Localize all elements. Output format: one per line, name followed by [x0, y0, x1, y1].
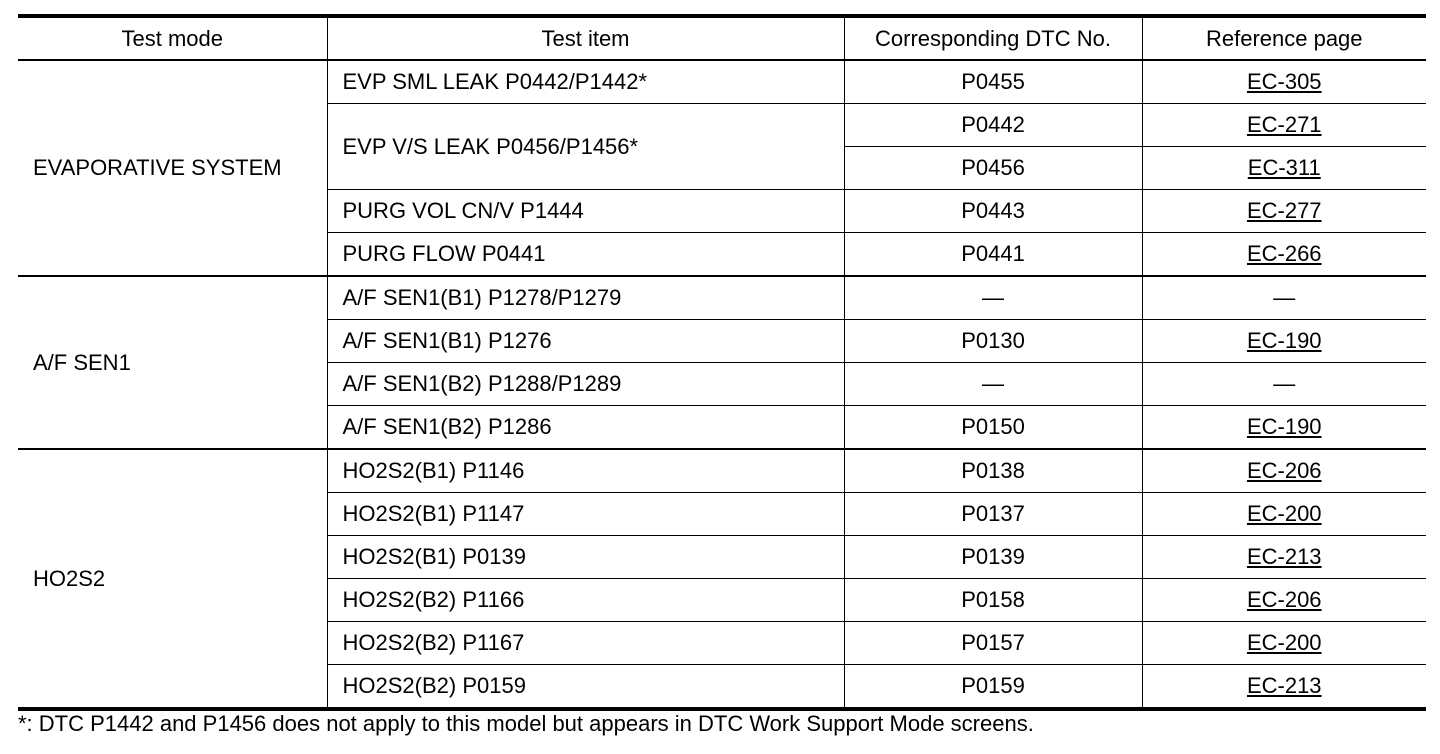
dtc-cell: P0150	[844, 406, 1142, 450]
reference-cell	[1142, 665, 1426, 710]
footnote: *: DTC P1442 and P1456 does not apply to this model but appears in DTC Work Support Mode screens.	[18, 711, 1034, 736]
dtc-cell: P0158	[844, 579, 1142, 622]
dtc-cell: P0455	[844, 60, 1142, 104]
table-row	[18, 60, 1426, 104]
reference-cell: —	[1142, 363, 1426, 406]
dtc-cell: P0443	[844, 190, 1142, 233]
header-test-item: Test item	[327, 16, 844, 60]
reference-cell	[1142, 190, 1426, 233]
test-item-cell: PURG VOL CN/V P1444	[327, 190, 844, 233]
reference-cell	[1142, 536, 1426, 579]
header-row	[18, 16, 1426, 60]
reference-link[interactable]: EC-200	[1246, 630, 1322, 655]
reference-link[interactable]: EC-311	[1247, 155, 1321, 180]
test-item-cell: HO2S2(B2) P1166	[327, 579, 844, 622]
test-item-cell: A/F SEN1(B2) P1286	[327, 406, 844, 450]
test-item-cell: PURG FLOW P0441	[327, 233, 844, 277]
reference-cell	[1142, 320, 1426, 363]
reference-link[interactable]: EC-271	[1246, 112, 1322, 137]
reference-link[interactable]: EC-277	[1246, 198, 1322, 223]
reference-cell	[1142, 60, 1426, 104]
test-item-cell: A/F SEN1(B1) P1278/P1279	[327, 276, 844, 320]
reference-link[interactable]: EC-206	[1246, 458, 1322, 483]
reference-link[interactable]: EC-190	[1246, 414, 1322, 439]
header-test-mode: Test mode	[18, 16, 327, 60]
dtc-cell: P0442	[844, 104, 1142, 147]
test-item-cell: EVP SML LEAK P0442/P1442*	[327, 60, 844, 104]
reference-cell	[1142, 493, 1426, 536]
reference-cell	[1142, 233, 1426, 277]
test-mode-cell: A/F SEN1	[18, 276, 327, 449]
reference-cell	[1142, 104, 1426, 147]
reference-cell	[1142, 622, 1426, 665]
reference-cell	[1142, 406, 1426, 450]
reference-link[interactable]: EC-213	[1246, 544, 1322, 569]
dtc-cell: P0138	[844, 449, 1142, 493]
table-row	[18, 449, 1426, 493]
reference-link[interactable]: EC-190	[1246, 328, 1322, 353]
dtc-cell: P0157	[844, 622, 1142, 665]
test-item-cell: A/F SEN1(B2) P1288/P1289	[327, 363, 844, 406]
dtc-cell: P0137	[844, 493, 1142, 536]
reference-cell	[1142, 449, 1426, 493]
test-item-cell: HO2S2(B2) P0159	[327, 665, 844, 710]
reference-cell: —	[1142, 276, 1426, 320]
reference-link[interactable]: EC-206	[1246, 587, 1322, 612]
dtc-cell: —	[844, 276, 1142, 320]
dtc-table	[18, 14, 1426, 711]
test-mode-cell: HO2S2	[18, 449, 327, 709]
dtc-cell: P0139	[844, 536, 1142, 579]
dtc-cell: P0456	[844, 147, 1142, 190]
dtc-cell: P0130	[844, 320, 1142, 363]
header-reference-page: Reference page	[1142, 16, 1426, 60]
dtc-cell: P0441	[844, 233, 1142, 277]
reference-link[interactable]: EC-266	[1246, 241, 1322, 266]
header-dtc-no: Corresponding DTC No.	[844, 16, 1142, 60]
reference-cell	[1142, 147, 1426, 190]
test-item-cell: A/F SEN1(B1) P1276	[327, 320, 844, 363]
reference-cell	[1142, 579, 1426, 622]
test-item-cell: HO2S2(B1) P1147	[327, 493, 844, 536]
test-item-cell: HO2S2(B1) P0139	[327, 536, 844, 579]
test-item-cell: EVP V/S LEAK P0456/P1456*	[327, 104, 844, 190]
reference-link[interactable]: EC-200	[1246, 501, 1322, 526]
reference-link[interactable]: EC-213	[1246, 673, 1322, 698]
table-row	[18, 276, 1426, 320]
dtc-cell: —	[844, 363, 1142, 406]
test-mode-cell: EVAPORATIVE SYSTEM	[18, 60, 327, 276]
dtc-cell: P0159	[844, 665, 1142, 710]
test-item-cell: HO2S2(B1) P1146	[327, 449, 844, 493]
test-item-cell: HO2S2(B2) P1167	[327, 622, 844, 665]
reference-link[interactable]: EC-305	[1246, 69, 1322, 94]
